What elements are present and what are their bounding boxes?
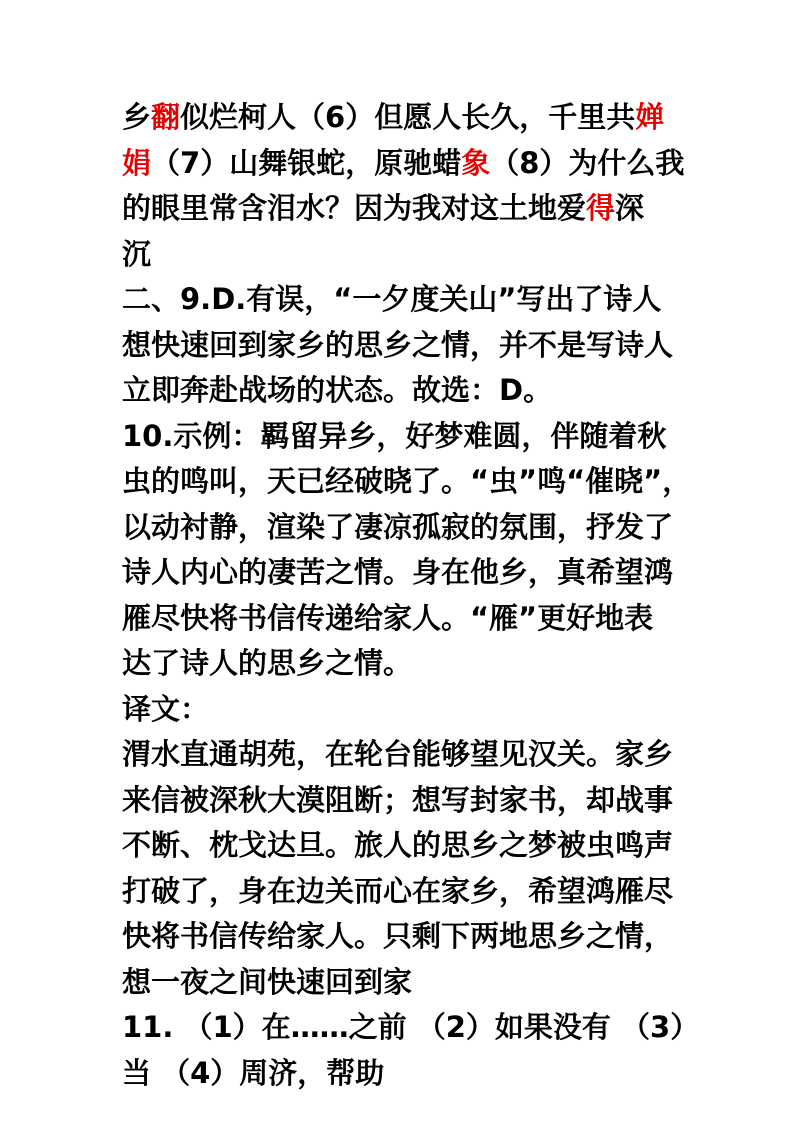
- text-segment: 深: [615, 191, 645, 225]
- text-line: [122, 1051, 702, 1097]
- answer-text-body: [122, 95, 702, 1096]
- text-line: [122, 232, 702, 278]
- text-segment: 快将书信传给家人。只剩下两地思乡之情，: [122, 919, 674, 953]
- highlighted-character: 翻: [151, 100, 181, 134]
- text-line: [122, 459, 702, 505]
- text-segment: 渭水直通胡苑，在轮台能够望见汉关。家乡: [122, 737, 674, 771]
- text-line: [122, 914, 702, 960]
- text-line: [122, 368, 702, 414]
- text-line: [122, 641, 702, 687]
- highlighted-character: 娟: [122, 145, 152, 180]
- text-segment: 来信被深秋大漠阻断；想写封家书，却战事: [122, 782, 674, 817]
- text-line: [122, 960, 702, 1006]
- text-segment: 二、9.D.有误，“一夕度关山”写出了诗人: [122, 282, 662, 316]
- text-segment: 似烂柯人（6）但愿人长久，千里共: [180, 100, 636, 134]
- text-segment: 想快速回到家乡的思乡之情，并不是写诗人: [122, 327, 674, 362]
- document-page: [122, 95, 702, 1096]
- text-line: [122, 823, 702, 869]
- text-segment: 打破了，身在边关而心在家乡，希望鸿雁尽: [122, 873, 674, 908]
- text-segment: 想一夜之间快速回到家: [122, 964, 413, 999]
- text-segment: 沉: [122, 236, 152, 271]
- text-segment: 诗人内心的凄苦之情。身在他乡，真希望鸿: [122, 555, 674, 589]
- text-line: [122, 505, 702, 551]
- text-segment: 立即奔赴战场的状态。故选：D。: [122, 373, 553, 407]
- text-segment: （7）山舞银蛇，原驰蜡: [151, 145, 462, 180]
- text-segment: 不断、枕戈达旦。旅人的思乡之梦被虫鸣声: [122, 828, 674, 862]
- text-line: [122, 869, 702, 915]
- text-line: [122, 687, 702, 733]
- text-segment: 雁尽快将书信传递给家人。“雁”更好地表: [122, 600, 654, 635]
- text-line: [122, 596, 702, 642]
- highlighted-character: 婵: [635, 100, 665, 134]
- text-line: [122, 323, 702, 369]
- text-line: [122, 95, 702, 141]
- text-segment: 达了诗人的思乡之情。: [122, 646, 413, 680]
- highlighted-character: 象: [461, 145, 491, 180]
- text-line: [122, 186, 702, 232]
- text-segment: 译文：: [122, 691, 210, 726]
- text-segment: 11. （1）在……之前 （2）如果没有 （3）: [122, 1010, 700, 1044]
- text-line: [122, 732, 702, 778]
- text-segment: 10.示例：羁留异乡，好梦难圆，伴随着秋: [122, 418, 667, 453]
- text-line: [122, 414, 702, 460]
- text-segment: 乡: [122, 100, 152, 134]
- text-segment: 当 （4）周济，帮助: [122, 1055, 385, 1090]
- text-segment: 虫的鸣叫，天已经破晓了。“虫”鸣“催晓”，: [122, 464, 692, 498]
- text-segment: （8）为什么我: [490, 145, 685, 180]
- text-line: [122, 550, 702, 596]
- text-line: [122, 277, 702, 323]
- text-segment: 以动衬静，渲染了凄凉孤寂的氛围，抒发了: [122, 509, 674, 544]
- text-line: [122, 1005, 702, 1051]
- text-segment: 的眼里常含泪水？因为我对这土地爱: [122, 191, 587, 225]
- highlighted-character: 得: [586, 191, 616, 225]
- text-line: [122, 778, 702, 824]
- text-line: [122, 141, 702, 187]
